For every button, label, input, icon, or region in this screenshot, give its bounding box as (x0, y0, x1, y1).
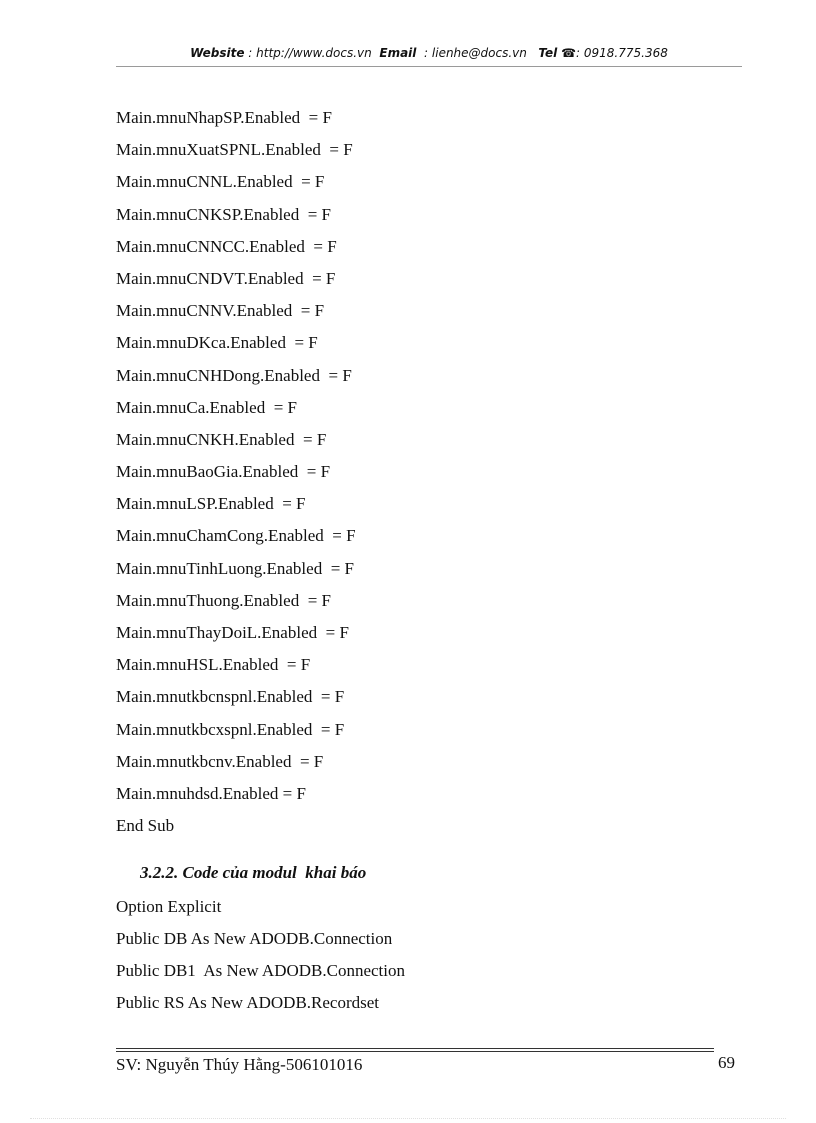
code-line: Main.mnuXuatSPNL.Enabled = F (116, 140, 353, 160)
code-line: Public DB1 As New ADODB.Connection (116, 961, 405, 980)
email-address: : lienhe@docs.vn (424, 46, 527, 60)
code-line: Main.mnutkbcnv.Enabled = F (116, 751, 324, 771)
tel-label: Tel (538, 46, 558, 60)
code-line: Main.mnuBaoGia.Enabled = F (116, 462, 331, 482)
code-line: Main.mnuNhapSP.Enabled = F (116, 108, 332, 127)
email-label: Email (379, 46, 417, 60)
website-label: Website (190, 46, 245, 60)
code-line: Main.mnuTinhLuong.Enabled = F (116, 558, 354, 578)
code-line: Main.mnuCNKSP.Enabled = F (116, 204, 332, 224)
code-line: Main.mnuCNNL.Enabled = F (116, 172, 325, 192)
footer-rule (116, 1051, 714, 1052)
code-line: Main.mnutkbcxspnl.Enabled = F (116, 719, 345, 739)
code-line: Main.mnuHSL.Enabled = F (116, 655, 311, 675)
website-url: : http://www.docs.vn (248, 46, 372, 60)
code-line: Public RS As New ADODB.Recordset (116, 993, 380, 1012)
tel-number: : 0918.775.368 (576, 46, 668, 60)
section-heading: 3.2.2. Code của modul khai báo (140, 863, 367, 882)
code-line: Main.mnuCa.Enabled = F (116, 397, 297, 417)
code-line: Main.mnuCNNV.Enabled = F (116, 301, 325, 321)
code-line: Main.mnuCNKH.Enabled = F (116, 429, 327, 449)
code-line: Main.mnuThayDoiL.Enabled = F (116, 623, 349, 642)
page-edge-dots (30, 1118, 786, 1119)
code-line: Main.mnuhdsd.Enabled = F (116, 783, 306, 803)
code-line: Option Explicit (116, 897, 222, 916)
code-line: Main.mnuCNNCC.Enabled = F (116, 236, 337, 256)
code-line: Main.mnuLSP.Enabled = F (116, 494, 306, 514)
code-block-2 (116, 896, 736, 1024)
code-line: Main.mnuThuong.Enabled = F (116, 590, 331, 610)
code-line: Public DB As New ADODB.Connection (116, 929, 393, 948)
phone-icon: ☎ (561, 46, 577, 60)
code-line: Main.mnuCNDVT.Enabled = F (116, 268, 336, 288)
code-line: Main.mnuChamCong.Enabled = F (116, 526, 356, 546)
footer-author: SV: Nguyễn Thúy Hằng-506101016 (116, 1055, 363, 1074)
page-number: 69 (718, 1053, 735, 1072)
footer-rule (116, 1048, 714, 1049)
page-header (116, 46, 742, 60)
code-line: Main.mnutkbcnspnl.Enabled = F (116, 687, 345, 707)
code-block (116, 107, 736, 847)
code-line: Main.mnuCNHDong.Enabled = F (116, 365, 352, 385)
code-line: End Sub (116, 816, 175, 836)
code-line: Main.mnuDKca.Enabled = F (116, 333, 318, 353)
header-rule (116, 66, 742, 67)
